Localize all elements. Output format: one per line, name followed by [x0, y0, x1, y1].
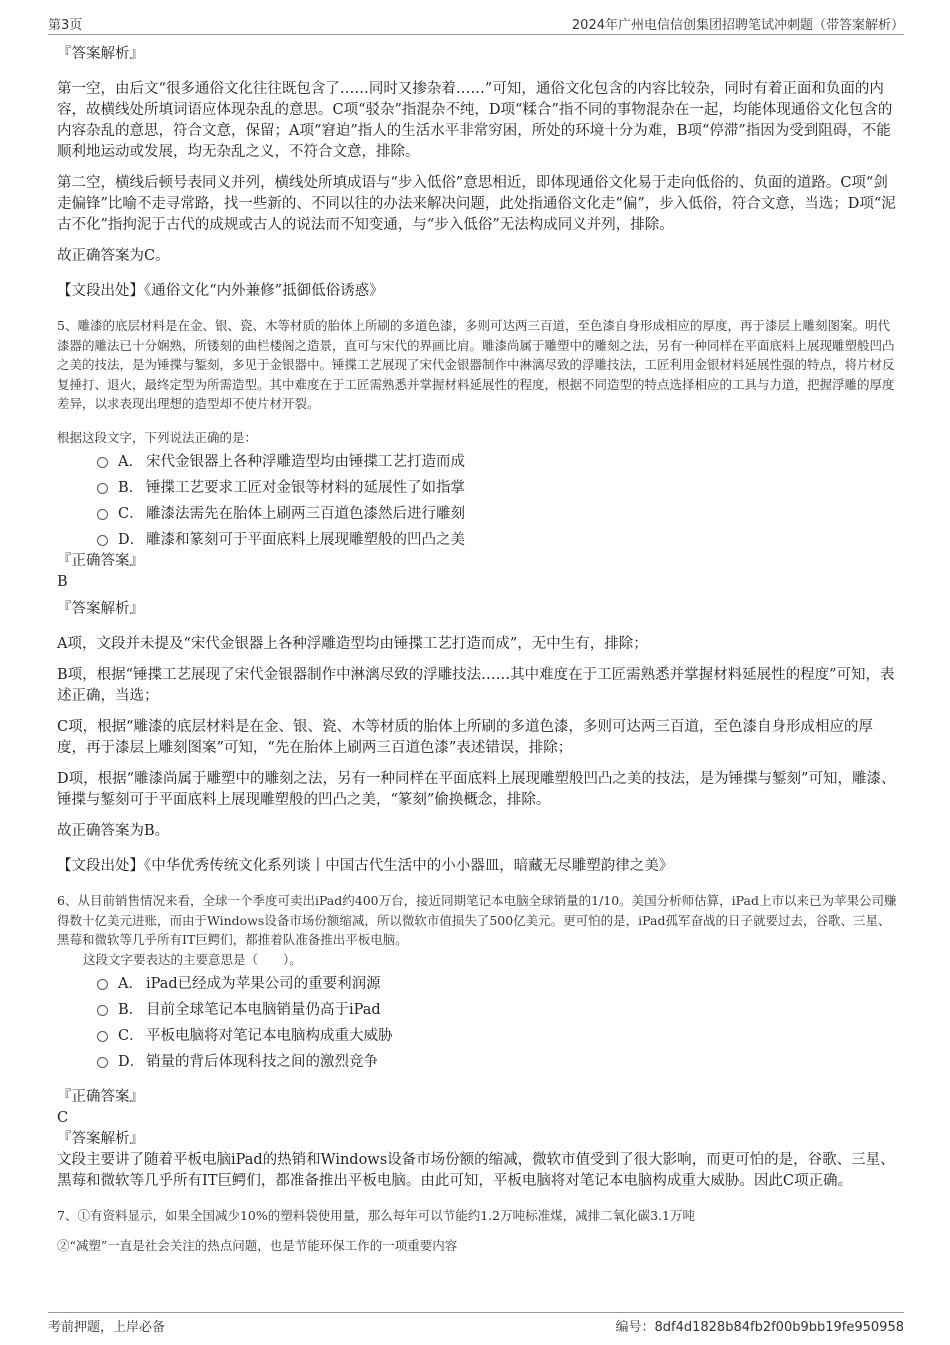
q6-option-c[interactable] [97, 1021, 897, 1047]
q6-stem: 这段文字要表达的主要意思是（ ）。 [83, 951, 302, 967]
page-content [57, 44, 897, 1255]
radio-icon[interactable] [97, 1057, 108, 1068]
q5-source: 【文段出处】《中华优秀传统文化系列谈丨中国古代生活中的小小器皿，暗藏无尽雕塑韵律之美》 [57, 858, 674, 874]
footer-slogan: 考前押题，上岸必备 [48, 1320, 166, 1335]
option-text: 雕漆和篆刻可于平面底料上展现雕塑般的凹凸之美 [146, 531, 465, 548]
page-header [48, 12, 904, 35]
radio-icon[interactable] [97, 1005, 108, 1016]
q4-analysis-paragraph-1: 第一空，由后文“很多通俗文化往往既包含了……同时又掺杂着……”可知，通俗文化包含的内容比较杂，同时有着正面和负面的内容，故横线处所填词语应体现杂乱的意思。C项“驳杂”指混杂不纯，D项“糅合”指不同的事物混杂在一起，均能体现通俗文化包含的内容杂乱的意思，符合文意，保留；A项“窘迫”指人的生活水平非常穷困，所处的环境十分为难，B项“停滞”指因为受到阻碍，不能顺利地运动或发展，均无杂乱之义，不符合文意，排除。 [57, 81, 893, 160]
q6-option-b[interactable] [97, 995, 897, 1021]
q6-answer: C [57, 1110, 69, 1126]
option-letter: D． [118, 1053, 145, 1070]
q4-conclusion: 故正确答案为C。 [57, 248, 170, 264]
q7-line-1: 7、①有资料显示，如果全国减少10%的塑料袋使用量，那么每年可以节能约1.2万吨标准煤，减排二氧化碳3.1万吨 [57, 1208, 695, 1223]
document-title: 2024年广州电信信创集团招聘笔试冲刺题（带答案解析） [571, 18, 904, 33]
q7-line-2: ②“减塑”一直是社会关注的热点问题，也是节能环保工作的一项重要内容 [57, 1237, 458, 1253]
q5-option-b[interactable] [97, 473, 897, 499]
option-letter: A． [118, 453, 143, 470]
q5-answer-label: 『正确答案』 [57, 553, 144, 569]
q4-analysis-paragraph-2: 第二空，横线后顿号表同义并列，横线处所填成语与“步入低俗”意思相近，即体现通俗文化易于走向低俗的、负面的道路。C项“剑走偏锋”比喻不走寻常路，找一些新的、不同以往的办法来解决问题，此处指通俗文化走“偏”，步入低俗，符合文意，当选；D项“泥古不化”指拘泥于古代的成规或古人的说法而不知变通，与“步入低俗”无法构成同义并列，排除。 [57, 175, 896, 233]
q5-analysis-d: D项，根据“雕漆尚属于雕塑中的雕刻之法，另有一种同样在平面底料上展现雕塑般凹凸之美的技法，是为锤揲与錾刻”可知，雕漆、锤揲与錾刻可于平面底料上展现雕塑般的凹凸之美，“篆刻”偷换概念，排除。 [57, 771, 896, 808]
q5-analysis-a: A项，文段并未提及“宋代金银器上各种浮雕造型均由锤揲工艺打造而成”，无中生有，排除； [57, 636, 648, 652]
document-id: 编号：8df4d1828b84fb2f00b9bb19fe950958 [615, 1320, 904, 1335]
option-letter: B． [118, 1001, 144, 1018]
page-footer [48, 1312, 904, 1335]
q5-analysis-c: C项，根据“雕漆的底层材料是在金、银、瓷、木等材质的胎体上所刷的多道色漆，多则可达两三百道，至色漆自身形成相应的厚度，再于漆层上雕刻图案”可知，“先在胎体上刷两三百道色漆”表述错误，排除； [57, 719, 874, 756]
option-letter: C． [118, 1027, 144, 1044]
radio-icon[interactable] [97, 979, 108, 990]
q4-source: 【文段出处】《通俗文化“内外兼修”抵御低俗诱惑》 [57, 283, 384, 299]
option-letter: D． [118, 531, 145, 548]
radio-icon[interactable] [97, 1031, 108, 1042]
q5-conclusion: 故正确答案为B。 [57, 823, 170, 839]
q6-option-a[interactable] [97, 969, 897, 995]
q6-options [57, 969, 897, 1073]
q5-analysis-label: 『答案解析』 [57, 601, 144, 617]
q6-analysis: 文段主要讲了随着平板电脑iPad的热销和Windows设备市场份额的缩减，微软市值受到了很大影响，而更可怕的是，谷歌、三星、黑莓和微软等几乎所有IT巨鳄们，都准备推出平板电脑。由此可知，平板电脑将对笔记本电脑构成重大威胁。因此C项正确。 [57, 1152, 895, 1189]
radio-icon[interactable] [97, 535, 108, 546]
radio-icon[interactable] [97, 457, 108, 468]
option-text: iPad已经成为苹果公司的重要利润源 [146, 975, 381, 992]
q4-analysis-label: 『答案解析』 [57, 46, 144, 62]
q5-analysis-b: B项，根据“锤揲工艺展现了宋代金银器制作中淋漓尽致的浮雕技法……其中难度在于工匠需熟悉并掌握材料延展性的程度”可知，表述正确，当选； [57, 667, 895, 704]
q6-passage: 6、从目前销售情况来看，全球一个季度可卖出iPad约400万台，接近同期笔记本电脑全球销量的1/10。美国分析师估算，iPad上市以来已为苹果公司赚得数十亿美元进账，而由于Windows设备市场份额缩减，所以微软市值损失了500亿美元。更可怕的是，iPad孤军奋战的日子就要过去，谷歌、三星、黑莓和微软等几乎所有IT巨鳄们，都推着队准备推出平板电脑。 [57, 893, 897, 947]
option-text: 宋代金银器上各种浮雕造型均由锤揲工艺打造而成 [146, 453, 465, 470]
option-letter: A． [118, 975, 143, 992]
q5-passage: 5、雕漆的底层材料是在金、银、瓷、木等材质的胎体上所刷的多道色漆，多则可达两三百道，至色漆自身形成相应的厚度，再于漆层上雕刻图案。明代漆器的雕法已十分娴熟，所镂刻的曲栏楼阁之造景，直可与宋代的界画比肩。雕漆尚属于雕塑中的雕刻之法，另有一种同样在平面底料上展现雕塑般凹凸之美的技法，是为锤揲与錾刻，多见于金银器中。锤揲工艺展现了宋代金银器制作中淋漓尽致的浮雕技法，工匠利用金银材料延展性强的特点，将片材反复捶打、退火，最终定型为所需造型。其中难度在于工匠需熟悉并掌握材料延展性的程度，根据不同造型的特点选择相应的工具与力道，把握浮雕的厚度差异，以求表现出理想的造型却不使片材开裂。 [57, 318, 895, 411]
q5-option-c[interactable] [97, 499, 897, 525]
q5-answer: B [57, 574, 68, 590]
radio-icon[interactable] [97, 509, 108, 520]
q5-stem: 根据这段文字，下列说法正确的是： [57, 429, 258, 445]
option-text: 平板电脑将对笔记本电脑构成重大威胁 [146, 1027, 393, 1044]
option-text: 雕漆法需先在胎体上刷两三百道色漆然后进行雕刻 [146, 505, 465, 522]
q6-analysis-label: 『答案解析』 [57, 1131, 144, 1147]
option-letter: C． [118, 505, 144, 522]
q6-answer-label: 『正确答案』 [57, 1089, 144, 1105]
option-text: 销量的背后体现科技之间的激烈竞争 [146, 1053, 378, 1070]
option-text: 锤揲工艺要求工匠对金银等材料的延展性了如指掌 [146, 479, 465, 496]
option-letter: B． [118, 479, 144, 496]
option-text: 目前全球笔记本电脑销量仍高于iPad [146, 1001, 381, 1018]
q5-option-d[interactable] [97, 525, 897, 551]
q6-option-d[interactable] [97, 1047, 897, 1073]
q5-option-a[interactable] [97, 447, 897, 473]
page-number: 第3页 [48, 18, 83, 33]
q5-options [57, 447, 897, 551]
radio-icon[interactable] [97, 483, 108, 494]
